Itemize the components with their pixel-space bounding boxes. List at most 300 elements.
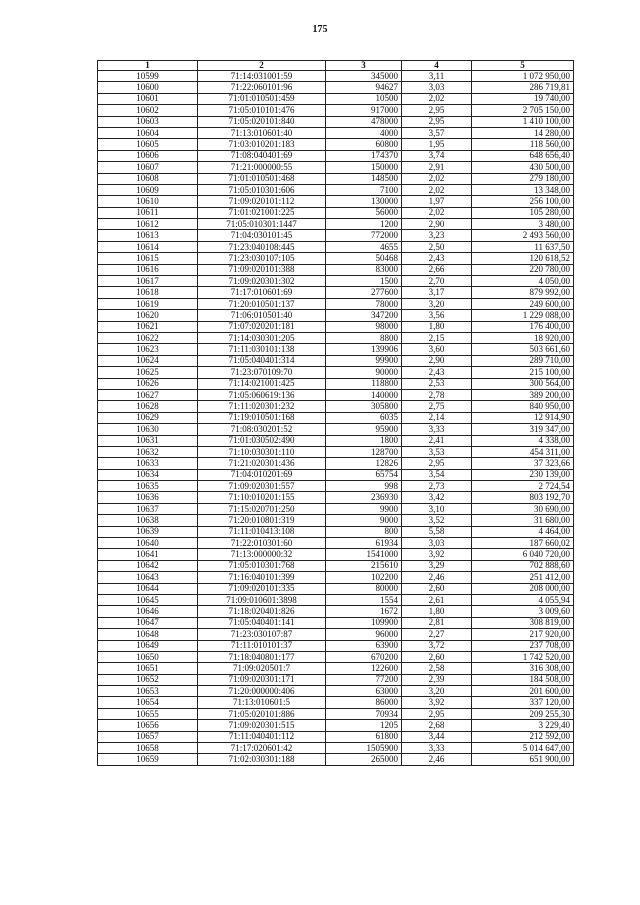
cadastral-number-cell: 71:21:020301:436	[198, 458, 326, 469]
value-cell: 6 040 720,00	[472, 549, 574, 560]
table-row	[98, 469, 574, 480]
cadastral-number-cell: 71:09:020301:515	[198, 720, 326, 731]
area-cell: 347200	[326, 310, 402, 321]
row-number-cell: 10619	[98, 298, 198, 309]
table-row	[98, 105, 574, 116]
area-cell: 478000	[326, 116, 402, 127]
row-number-cell: 10624	[98, 355, 198, 366]
cadastral-number-cell: 71:09:020501:7	[198, 663, 326, 674]
row-number-cell: 10625	[98, 367, 198, 378]
area-cell: 102200	[326, 572, 402, 583]
row-number-cell: 10632	[98, 446, 198, 457]
row-number-cell: 10635	[98, 481, 198, 492]
cadastral-number-cell: 71:04:010201:69	[198, 469, 326, 480]
row-number-cell: 10613	[98, 230, 198, 241]
table-row	[98, 127, 574, 138]
rate-cell: 3,11	[402, 71, 472, 82]
cadastral-number-cell: 71:05:010101:476	[198, 105, 326, 116]
cadastral-number-cell: 71:11:020301:232	[198, 401, 326, 412]
value-cell: 3 480,00	[472, 219, 574, 230]
area-cell: 128700	[326, 446, 402, 457]
table-row	[98, 378, 574, 389]
cadastral-number-cell: 71:09:020101:388	[198, 264, 326, 275]
header-row	[98, 61, 574, 71]
area-cell: 1205	[326, 720, 402, 731]
table-row	[98, 720, 574, 731]
column-header-2: 2	[198, 61, 326, 71]
row-number-cell: 10653	[98, 686, 198, 697]
rate-cell: 2,61	[402, 594, 472, 605]
value-cell: 300 564,00	[472, 378, 574, 389]
table-row	[98, 276, 574, 287]
cadastral-number-cell: 71:10:030301:110	[198, 446, 326, 457]
table-row	[98, 640, 574, 651]
row-number-cell: 10639	[98, 526, 198, 537]
value-cell: 176 400,00	[472, 321, 574, 332]
area-cell: 96000	[326, 629, 402, 640]
table-row	[98, 583, 574, 594]
table-row	[98, 332, 574, 343]
value-cell: 651 900,00	[472, 754, 574, 765]
value-cell: 840 950,00	[472, 401, 574, 412]
value-cell: 230 139,00	[472, 469, 574, 480]
cadastral-number-cell: 71:21:000000:55	[198, 162, 326, 173]
row-number-cell: 10657	[98, 731, 198, 742]
table-row	[98, 287, 574, 298]
rate-cell: 2,27	[402, 629, 472, 640]
area-cell: 345000	[326, 71, 402, 82]
rate-cell: 3,03	[402, 82, 472, 93]
column-header-1: 1	[98, 61, 198, 71]
row-number-cell: 10646	[98, 606, 198, 617]
cadastral-number-cell: 71:13:010601:5	[198, 697, 326, 708]
table-row	[98, 355, 574, 366]
value-cell: 4 464,00	[472, 526, 574, 537]
table-row	[98, 116, 574, 127]
rate-cell: 5,58	[402, 526, 472, 537]
row-number-cell: 10659	[98, 754, 198, 765]
cadastral-number-cell: 71:10:010201:155	[198, 492, 326, 503]
area-cell: 800	[326, 526, 402, 537]
rate-cell: 2,15	[402, 332, 472, 343]
row-number-cell: 10608	[98, 173, 198, 184]
rate-cell: 2,75	[402, 401, 472, 412]
value-cell: 1 742 520,00	[472, 651, 574, 662]
row-number-cell: 10631	[98, 435, 198, 446]
rate-cell: 3,23	[402, 230, 472, 241]
rate-cell: 2,43	[402, 367, 472, 378]
cadastral-number-cell: 71:09:020101:335	[198, 583, 326, 594]
table-row	[98, 93, 574, 104]
cadastral-number-cell: 71:17:010601:69	[198, 287, 326, 298]
table-row	[98, 207, 574, 218]
cadastral-number-cell: 71:20:000000:406	[198, 686, 326, 697]
area-cell: 70934	[326, 708, 402, 719]
area-cell: 10500	[326, 93, 402, 104]
rate-cell: 3,33	[402, 424, 472, 435]
value-cell: 215 100,00	[472, 367, 574, 378]
value-cell: 187 660,02	[472, 538, 574, 549]
value-cell: 120 618,52	[472, 253, 574, 264]
value-cell: 249 600,00	[472, 298, 574, 309]
area-cell: 1500	[326, 276, 402, 287]
table-row	[98, 184, 574, 195]
table-row	[98, 515, 574, 526]
cadastral-number-cell: 71:23:040108:445	[198, 241, 326, 252]
cadastral-number-cell: 71:13:000000:32	[198, 549, 326, 560]
row-number-cell: 10647	[98, 617, 198, 628]
cadastral-number-cell: 71:05:040401:141	[198, 617, 326, 628]
rate-cell: 3,29	[402, 560, 472, 571]
cadastral-number-cell: 71:05:040401:314	[198, 355, 326, 366]
value-cell: 308 819,00	[472, 617, 574, 628]
row-number-cell: 10649	[98, 640, 198, 651]
land-register-table	[97, 60, 574, 766]
rate-cell: 2,46	[402, 754, 472, 765]
area-cell: 90000	[326, 367, 402, 378]
table-row	[98, 82, 574, 93]
cadastral-number-cell: 71:20:010501:137	[198, 298, 326, 309]
value-cell: 2 724,54	[472, 481, 574, 492]
rate-cell: 1,80	[402, 606, 472, 617]
cadastral-number-cell: 71:18:020401:826	[198, 606, 326, 617]
cadastral-number-cell: 71:15:020701:250	[198, 503, 326, 514]
table-row	[98, 253, 574, 264]
row-number-cell: 10603	[98, 116, 198, 127]
cadastral-number-cell: 71:07:020201:181	[198, 321, 326, 332]
column-header-4: 4	[402, 61, 472, 71]
row-number-cell: 10630	[98, 424, 198, 435]
cadastral-number-cell: 71:11:040401:112	[198, 731, 326, 742]
cadastral-number-cell: 71:11:010101:37	[198, 640, 326, 651]
row-number-cell: 10626	[98, 378, 198, 389]
row-number-cell: 10599	[98, 71, 198, 82]
value-cell: 1 229 088,00	[472, 310, 574, 321]
area-cell: 61934	[326, 538, 402, 549]
cadastral-number-cell: 71:05:010301:768	[198, 560, 326, 571]
cadastral-number-cell: 71:14:030301:205	[198, 332, 326, 343]
area-cell: 772000	[326, 230, 402, 241]
value-cell: 19 740,00	[472, 93, 574, 104]
table-row	[98, 708, 574, 719]
table-row	[98, 389, 574, 400]
value-cell: 430 500,00	[472, 162, 574, 173]
value-cell: 18 920,00	[472, 332, 574, 343]
area-cell: 140000	[326, 389, 402, 400]
rate-cell: 2,58	[402, 663, 472, 674]
value-cell: 3 229,40	[472, 720, 574, 731]
rate-cell: 1,80	[402, 321, 472, 332]
rate-cell: 3,33	[402, 743, 472, 754]
rate-cell: 2,60	[402, 583, 472, 594]
value-cell: 1 072 950,00	[472, 71, 574, 82]
area-cell: 670200	[326, 651, 402, 662]
area-cell: 98000	[326, 321, 402, 332]
value-cell: 2 705 150,00	[472, 105, 574, 116]
area-cell: 50468	[326, 253, 402, 264]
table-row	[98, 230, 574, 241]
area-cell: 63000	[326, 686, 402, 697]
value-cell: 2 493 560,00	[472, 230, 574, 241]
cadastral-number-cell: 71:05:060619:136	[198, 389, 326, 400]
table-row	[98, 492, 574, 503]
value-cell: 184 508,00	[472, 674, 574, 685]
value-cell: 503 661,60	[472, 344, 574, 355]
value-cell: 11 637,50	[472, 241, 574, 252]
cadastral-number-cell: 71:05:010301:1447	[198, 219, 326, 230]
rate-cell: 2,43	[402, 253, 472, 264]
area-cell: 8800	[326, 332, 402, 343]
rate-cell: 2,39	[402, 674, 472, 685]
value-cell: 5 014 647,00	[472, 743, 574, 754]
rate-cell: 2,90	[402, 219, 472, 230]
table-row	[98, 367, 574, 378]
table-row	[98, 674, 574, 685]
rate-cell: 3,52	[402, 515, 472, 526]
row-number-cell: 10606	[98, 150, 198, 161]
area-cell: 77200	[326, 674, 402, 685]
row-number-cell: 10643	[98, 572, 198, 583]
area-cell: 9900	[326, 503, 402, 514]
value-cell: 319 347,00	[472, 424, 574, 435]
row-number-cell: 10641	[98, 549, 198, 560]
cadastral-number-cell: 71:22:060101:96	[198, 82, 326, 93]
cadastral-number-cell: 71:06:010501:40	[198, 310, 326, 321]
row-number-cell: 10610	[98, 196, 198, 207]
cadastral-number-cell: 71:09:020301:302	[198, 276, 326, 287]
value-cell: 30 690,00	[472, 503, 574, 514]
table-row	[98, 549, 574, 560]
area-cell: 61800	[326, 731, 402, 742]
table-row	[98, 435, 574, 446]
area-cell: 12826	[326, 458, 402, 469]
rate-cell: 3,44	[402, 731, 472, 742]
row-number-cell: 10651	[98, 663, 198, 674]
rate-cell: 2,02	[402, 173, 472, 184]
cadastral-number-cell: 71:19:010501:168	[198, 412, 326, 423]
row-number-cell: 10644	[98, 583, 198, 594]
rate-cell: 3,20	[402, 298, 472, 309]
rate-cell: 1,95	[402, 139, 472, 150]
rate-cell: 2,68	[402, 720, 472, 731]
table-row	[98, 321, 574, 332]
area-cell: 95900	[326, 424, 402, 435]
area-cell: 174370	[326, 150, 402, 161]
cadastral-number-cell: 71:18:040801:177	[198, 651, 326, 662]
rate-cell: 2,78	[402, 389, 472, 400]
cadastral-number-cell: 71:09:020301:557	[198, 481, 326, 492]
cadastral-number-cell: 71:01:010501:459	[198, 93, 326, 104]
row-number-cell: 10609	[98, 184, 198, 195]
row-number-cell: 10602	[98, 105, 198, 116]
row-number-cell: 10621	[98, 321, 198, 332]
row-number-cell: 10601	[98, 93, 198, 104]
value-cell: 3 009,60	[472, 606, 574, 617]
row-number-cell: 10655	[98, 708, 198, 719]
row-number-cell: 10615	[98, 253, 198, 264]
table-row	[98, 481, 574, 492]
rate-cell: 2,02	[402, 93, 472, 104]
area-cell: 150000	[326, 162, 402, 173]
rate-cell: 3,42	[402, 492, 472, 503]
row-number-cell: 10600	[98, 82, 198, 93]
rate-cell: 2,95	[402, 116, 472, 127]
cadastral-number-cell: 71:09:020101:112	[198, 196, 326, 207]
value-cell: 217 920,00	[472, 629, 574, 640]
cadastral-number-cell: 71:23:030107:105	[198, 253, 326, 264]
page-number: 175	[312, 24, 328, 35]
cadastral-number-cell: 71:14:031001:59	[198, 71, 326, 82]
rate-cell: 2,02	[402, 207, 472, 218]
table-row	[98, 162, 574, 173]
area-cell: 1800	[326, 435, 402, 446]
area-cell: 7100	[326, 184, 402, 195]
area-cell: 4655	[326, 241, 402, 252]
value-cell: 220 780,00	[472, 264, 574, 275]
area-cell: 109900	[326, 617, 402, 628]
value-cell: 389 200,00	[472, 389, 574, 400]
area-cell: 99900	[326, 355, 402, 366]
row-number-cell: 10652	[98, 674, 198, 685]
area-cell: 83000	[326, 264, 402, 275]
rate-cell: 2,81	[402, 617, 472, 628]
table-row	[98, 606, 574, 617]
rate-cell: 3,74	[402, 150, 472, 161]
cadastral-number-cell: 71:04:030101:45	[198, 230, 326, 241]
value-cell: 118 560,00	[472, 139, 574, 150]
row-number-cell: 10654	[98, 697, 198, 708]
row-number-cell: 10605	[98, 139, 198, 150]
rate-cell: 2,60	[402, 651, 472, 662]
row-number-cell: 10650	[98, 651, 198, 662]
rate-cell: 2,95	[402, 105, 472, 116]
value-cell: 13 348,00	[472, 184, 574, 195]
value-cell: 12 914,90	[472, 412, 574, 423]
area-cell: 65754	[326, 469, 402, 480]
row-number-cell: 10642	[98, 560, 198, 571]
table-body	[98, 71, 574, 766]
value-cell: 803 192,70	[472, 492, 574, 503]
table-row	[98, 572, 574, 583]
row-number-cell: 10620	[98, 310, 198, 321]
cadastral-number-cell: 71:02:030301:188	[198, 754, 326, 765]
row-number-cell: 10640	[98, 538, 198, 549]
value-cell: 31 680,00	[472, 515, 574, 526]
cadastral-number-cell: 71:14:021001:425	[198, 378, 326, 389]
area-cell: 56000	[326, 207, 402, 218]
rate-cell: 3,54	[402, 469, 472, 480]
area-cell: 277600	[326, 287, 402, 298]
table-row	[98, 264, 574, 275]
table-row	[98, 401, 574, 412]
row-number-cell: 10607	[98, 162, 198, 173]
row-number-cell: 10618	[98, 287, 198, 298]
cadastral-number-cell: 71:23:070109:70	[198, 367, 326, 378]
area-cell: 1200	[326, 219, 402, 230]
table-row	[98, 173, 574, 184]
area-cell: 118800	[326, 378, 402, 389]
area-cell: 130000	[326, 196, 402, 207]
value-cell: 1 410 100,00	[472, 116, 574, 127]
cadastral-number-cell: 71:01:021001:225	[198, 207, 326, 218]
value-cell: 702 888,60	[472, 560, 574, 571]
value-cell: 648 656,40	[472, 150, 574, 161]
cadastral-number-cell: 71:23:030107:87	[198, 629, 326, 640]
table-row	[98, 310, 574, 321]
table-row	[98, 754, 574, 765]
row-number-cell: 10612	[98, 219, 198, 230]
rate-cell: 3,60	[402, 344, 472, 355]
value-cell: 256 100,00	[472, 196, 574, 207]
table-row	[98, 219, 574, 230]
value-cell: 337 120,00	[472, 697, 574, 708]
area-cell: 63900	[326, 640, 402, 651]
rate-cell: 2,50	[402, 241, 472, 252]
row-number-cell: 10604	[98, 127, 198, 138]
cadastral-number-cell: 71:01:030502:490	[198, 435, 326, 446]
table-row	[98, 241, 574, 252]
rate-cell: 2,90	[402, 355, 472, 366]
table-row	[98, 196, 574, 207]
cadastral-number-cell: 71:16:040101:399	[198, 572, 326, 583]
value-cell: 879 992,00	[472, 287, 574, 298]
rate-cell: 3,57	[402, 127, 472, 138]
row-number-cell: 10634	[98, 469, 198, 480]
area-cell: 236930	[326, 492, 402, 503]
cadastral-number-cell: 71:22:010301:60	[198, 538, 326, 549]
cadastral-number-cell: 71:17:020601:42	[198, 743, 326, 754]
rate-cell: 2,66	[402, 264, 472, 275]
value-cell: 279 180,00	[472, 173, 574, 184]
value-cell: 289 710,00	[472, 355, 574, 366]
rate-cell: 2,46	[402, 572, 472, 583]
rate-cell: 2,41	[402, 435, 472, 446]
value-cell: 4 055,94	[472, 594, 574, 605]
table-row	[98, 663, 574, 674]
cadastral-number-cell: 71:11:030101:138	[198, 344, 326, 355]
area-cell: 6035	[326, 412, 402, 423]
rate-cell: 3,17	[402, 287, 472, 298]
area-cell: 9000	[326, 515, 402, 526]
cadastral-number-cell: 71:05:020101:886	[198, 708, 326, 719]
row-number-cell: 10633	[98, 458, 198, 469]
rate-cell: 3,10	[402, 503, 472, 514]
rate-cell: 2,95	[402, 458, 472, 469]
rate-cell: 2,73	[402, 481, 472, 492]
area-cell: 94627	[326, 82, 402, 93]
table-row	[98, 560, 574, 571]
area-cell: 1505900	[326, 743, 402, 754]
table-row	[98, 424, 574, 435]
row-number-cell: 10628	[98, 401, 198, 412]
table-row	[98, 446, 574, 457]
value-cell: 208 000,00	[472, 583, 574, 594]
rate-cell: 2,53	[402, 378, 472, 389]
rate-cell: 2,95	[402, 708, 472, 719]
rate-cell: 1,97	[402, 196, 472, 207]
rate-cell: 3,92	[402, 549, 472, 560]
table-row	[98, 538, 574, 549]
table-row	[98, 412, 574, 423]
area-cell: 305800	[326, 401, 402, 412]
value-cell: 237 708,00	[472, 640, 574, 651]
row-number-cell: 10616	[98, 264, 198, 275]
rate-cell: 3,72	[402, 640, 472, 651]
table-row	[98, 458, 574, 469]
value-cell: 209 255,30	[472, 708, 574, 719]
row-number-cell: 10658	[98, 743, 198, 754]
rate-cell: 3,92	[402, 697, 472, 708]
